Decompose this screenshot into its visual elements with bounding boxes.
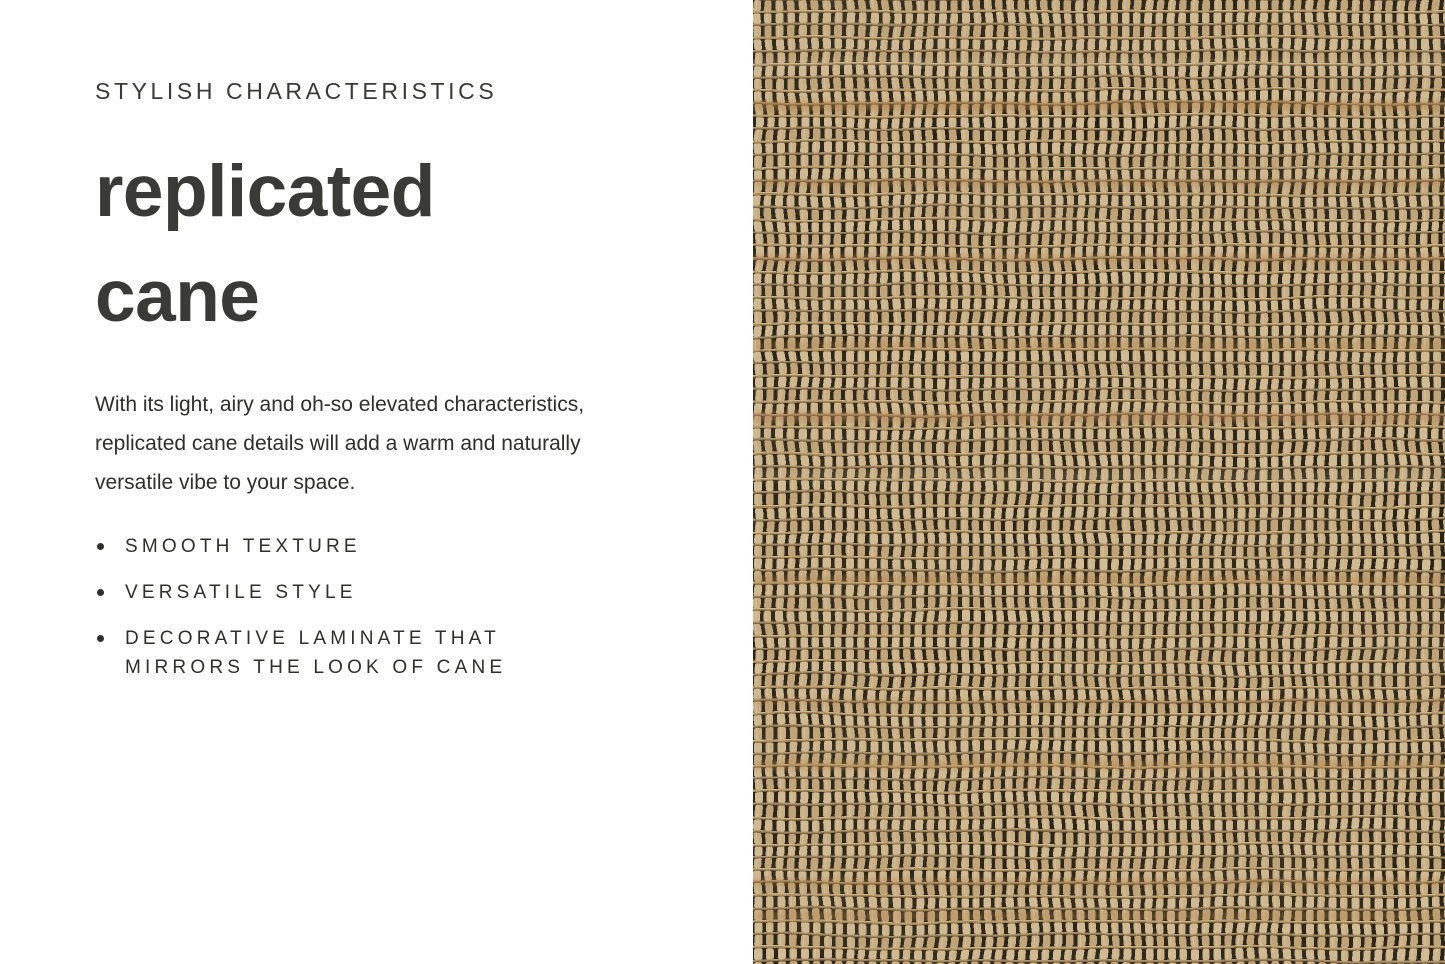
feature-item: DECORATIVE LAMINATE THAT MIRRORS THE LOOK OF CANE: [95, 624, 560, 682]
feature-item: VERSATILE STYLE: [95, 578, 560, 607]
texture-image: [753, 0, 1445, 964]
feature-list: [95, 532, 565, 682]
feature-item: SMOOTH TEXTURE: [95, 532, 560, 561]
cane-weave-graphic: [753, 0, 1445, 964]
page-title: replicated cane: [95, 151, 435, 338]
description-text: With its light, airy and oh-so elevated characteristics, replicated cane details will add a warm and naturally versatile vibe to your space.: [95, 393, 585, 495]
eyebrow-heading: STYLISH CHARACTERISTICS: [95, 78, 498, 104]
